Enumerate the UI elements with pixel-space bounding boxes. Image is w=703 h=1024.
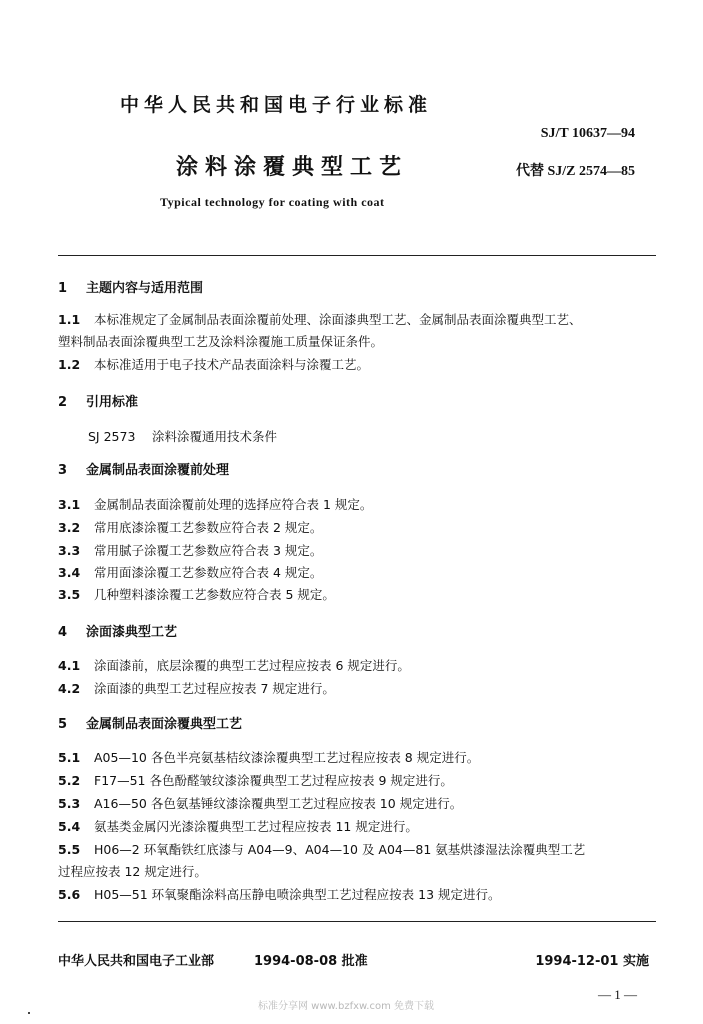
clause-text: 氨基类金属闪光漆涂覆典型工艺过程应按表 11 规定进行。 — [94, 819, 418, 834]
section-heading — [58, 391, 138, 410]
section-number: 1 — [58, 281, 68, 296]
section-title: 主题内容与适用范围 — [86, 281, 204, 296]
clause-item — [58, 310, 582, 328]
scan-speck — [28, 1012, 30, 1014]
clause-text: 金属制品表面涂覆前处理的选择应符合表 1 规定。 — [94, 497, 373, 512]
section-number: 4 — [58, 625, 68, 640]
issuing-authority: 中华人民共和国电子工业部 — [58, 954, 215, 969]
replaces-standard: 代替 SJ/Z 2574—85 — [515, 164, 635, 179]
section-title: 引用标准 — [86, 395, 139, 410]
section-title: 金属制品表面涂覆前处理 — [86, 463, 230, 478]
clause-number: 3.1 — [58, 497, 81, 512]
effective-date: 1994-12-01 实施 — [535, 954, 649, 969]
clause-number: 3.4 — [58, 565, 81, 580]
clause-number: 1.2 — [58, 357, 81, 372]
clause-text-continued: 塑料制品表面涂覆典型工艺及涂料涂覆施工质量保证条件。 — [58, 334, 384, 349]
clause-item — [58, 541, 322, 559]
footer-divider — [58, 921, 656, 922]
clause-item — [58, 840, 585, 858]
clause-number: 5.6 — [58, 887, 81, 902]
section-heading — [58, 713, 242, 732]
page-number: — 1 — — [598, 987, 637, 1002]
clause-text: 涂面漆的典型工艺过程应按表 7 规定进行。 — [94, 681, 335, 696]
clause-number: 5.2 — [58, 773, 81, 788]
clause-number: 1.1 — [58, 312, 81, 327]
clause-item — [58, 794, 462, 812]
english-title: Typical technology for coating with coat — [160, 195, 385, 209]
clause-number: 3.3 — [58, 543, 81, 558]
clause-text: A05—10 各色半亮氨基桔纹漆涂覆典型工艺过程应按表 8 规定进行。 — [94, 750, 480, 765]
clause-item — [58, 585, 335, 603]
section-number: 5 — [58, 717, 68, 732]
clause-number: 5.5 — [58, 842, 81, 857]
section-title: 金属制品表面涂覆典型工艺 — [86, 717, 243, 732]
clause-text: 本标准适用于电子技术产品表面涂料与涂覆工艺。 — [94, 357, 370, 372]
ministry-standard-title: 中华人民共和国电子行业标准 — [120, 94, 433, 116]
clause-text: 常用面漆涂覆工艺参数应符合表 4 规定。 — [94, 565, 323, 580]
clause-text: H06—2 环氧酯铁红底漆与 A04—9、A04—10 及 A04—81 氨基烘漆湿法涂覆典型工艺 — [94, 842, 586, 857]
clause-number: 3.5 — [58, 587, 81, 602]
reference-code: SJ 2573 — [88, 429, 136, 444]
clause-text: F17—51 各色酚醛皱纹漆涂覆典型工艺过程应按表 9 规定进行。 — [94, 773, 453, 788]
clause-item — [58, 748, 479, 766]
section-number: 3 — [58, 463, 68, 478]
clause-item — [58, 563, 322, 581]
clause-item — [58, 495, 372, 513]
clause-item — [58, 885, 501, 903]
section-title: 涂面漆典型工艺 — [86, 625, 178, 640]
clause-item — [58, 817, 418, 835]
section-heading — [58, 459, 229, 478]
clause-text: A16—50 各色氨基锤纹漆涂覆典型工艺过程应按表 10 规定进行。 — [94, 796, 463, 811]
clause-item — [58, 679, 335, 697]
clause-number: 5.1 — [58, 750, 81, 765]
clause-number: 4.2 — [58, 681, 81, 696]
clause-text: 常用腻子涂覆工艺参数应符合表 3 规定。 — [94, 543, 323, 558]
clause-text-continued: 过程应按表 12 规定进行。 — [58, 864, 207, 879]
clause-text: 几种塑料漆涂覆工艺参数应符合表 5 规定。 — [94, 587, 335, 602]
clause-number: 5.4 — [58, 819, 81, 834]
clause-number: 3.2 — [58, 520, 81, 535]
clause-number: 4.1 — [58, 658, 81, 673]
clause-number: 5.3 — [58, 796, 81, 811]
clause-text: H05—51 环氧聚酯涂料高压静电喷涂典型工艺过程应按表 13 规定进行。 — [94, 887, 501, 902]
section-number: 2 — [58, 395, 68, 410]
clause-item — [58, 656, 410, 674]
clause-text: 涂面漆前，底层涂覆的典型工艺过程应按表 6 规定进行。 — [94, 658, 410, 673]
header-divider — [58, 255, 656, 256]
clause-text: 常用底漆涂覆工艺参数应符合表 2 规定。 — [94, 520, 323, 535]
section-heading — [58, 621, 177, 640]
approval-date: 1994-08-08 批准 — [254, 954, 368, 969]
clause-item — [58, 771, 453, 789]
clause-item — [58, 518, 322, 536]
clause-item — [58, 355, 369, 373]
reference-title: 涂料涂覆通用技术条件 — [152, 429, 278, 444]
document-title: 涂料涂覆典型工艺 — [176, 155, 409, 180]
standard-code: SJ/T 10637—94 — [540, 126, 635, 141]
watermark-text: 标准分享网 www.bzfxw.com 免费下载 — [258, 1001, 434, 1012]
section-heading — [58, 277, 203, 296]
referenced-standard — [88, 427, 277, 445]
clause-text: 本标准规定了金属制品表面涂覆前处理、涂面漆典型工艺、金属制品表面涂覆典型工艺、 — [94, 312, 582, 327]
